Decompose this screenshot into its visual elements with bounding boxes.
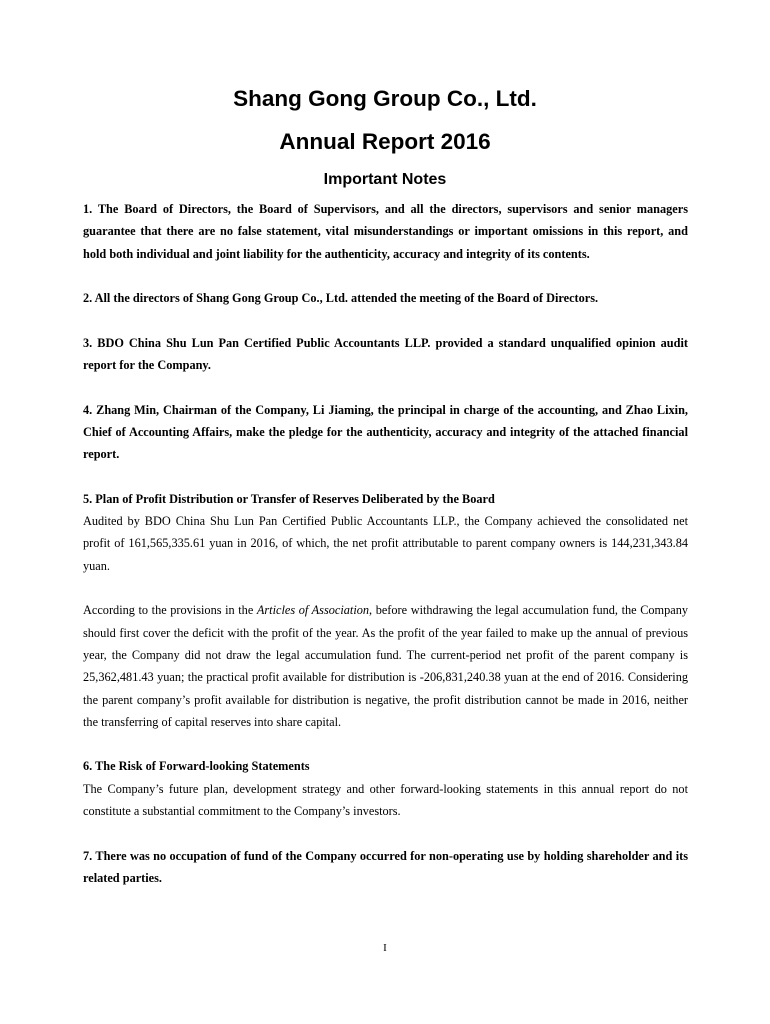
notes-body [83, 198, 688, 889]
articles-of-association: Articles of Association [256, 603, 370, 618]
note-3: 3. BDO China Shu Lun Pan Certified Public Accountants LLP. provided a standard unqualified opinion audit report for the Company. [83, 335, 688, 373]
note-5-p2-end: , before withdrawing the legal accumulation fund, the Company should first cover the deficit with the profit of the year. As the profit of the year failed to make up the annual of previous year, the Company did not draw the legal accumulation fund. The current-period net profit of the parent company is 25,362,481.43 yuan; the practical profit available for distribution is -206,831,240.38 yuan at the end of 2016. Considering the parent company’s profit available for distribution is negative, the profit distribution cannot be made in 2016, neither the transferring of capital reserves into share capital. [83, 603, 689, 729]
page-number: I [383, 942, 387, 954]
note-7: 7. There was no occupation of fund of the Company occurred for non-operating use by holding shareholder and its related parties. [83, 848, 688, 885]
section-title: Important Notes [323, 171, 447, 188]
note-5-p2-start: According to the provisions in the [83, 603, 257, 618]
note-2: 2. All the directors of Shang Gong Group Co., Ltd. attended the meeting of the Board of Directors. [83, 291, 599, 306]
note-5-heading: 5. Plan of Profit Distribution or Transfer of Reserves Deliberated by the Board [83, 491, 495, 506]
company-title: Shang Gong Group Co., Ltd. [233, 86, 537, 111]
note-6-heading: 6. The Risk of Forward-looking Statements [83, 759, 310, 774]
note-6-paragraph: The Company’s future plan, development strategy and other forward-looking statements in this annual report do not constitute a substantial commitment to the Company’s investors. [83, 781, 688, 819]
note-1: 1. The Board of Directors, the Board of Supervisors, and all the directors, supervisors and senior managers guarantee that there are no false statement, vital misunderstandings or important omissions in this report, and hold both individual and joint liability for the authenticity, accuracy and integrity of its contents. [83, 202, 688, 261]
note-5-paragraph-1: Audited by BDO China Shu Lun Pan Certified Public Accountants LLP., the Company achieved the consolidated net profit of 161,565,335.61 yuan in 2016, of which, the net profit attributable to parent company owners is 144,231,343.84 yuan. [83, 514, 688, 573]
note-5-paragraph-2 [83, 599, 688, 733]
note-4: 4. Zhang Min, Chairman of the Company, Li Jiaming, the principal in charge of the accounting, and Zhao Lixin, Chief of Accounting Affairs, make the pledge for the authenticity, accuracy and integrity of the attached financial report. [83, 402, 688, 462]
report-title: Annual Report 2016 [279, 129, 491, 154]
